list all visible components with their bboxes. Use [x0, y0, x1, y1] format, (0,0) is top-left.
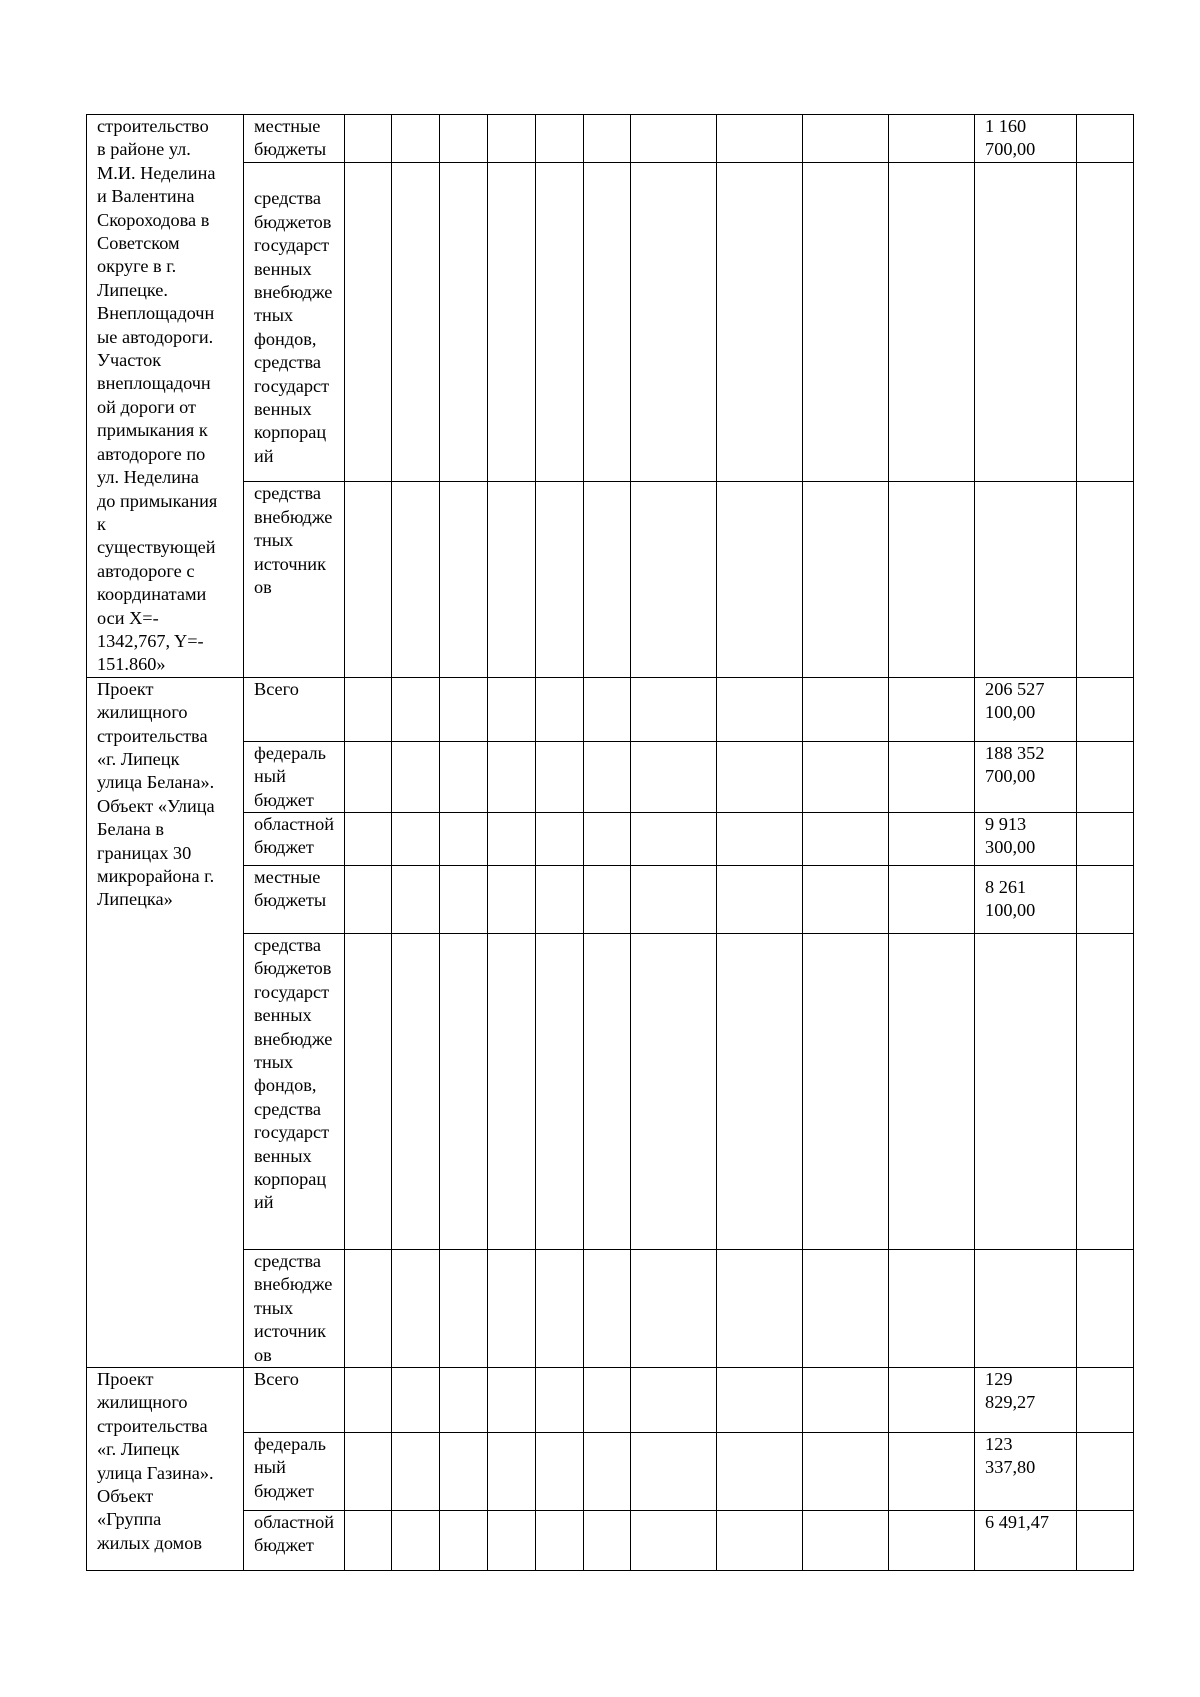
total-amount: 206 527 100,00 [985, 678, 1045, 723]
total-amount: 129 829,27 [985, 1369, 1036, 1413]
object-name: Проект жилищного строительства «г. Липецк улица Белана». Объект «Улица Белана в границах 30 микрорайона г. Липецка» [97, 678, 215, 910]
table-row [87, 163, 1134, 482]
funding-source: средства внебюдже тных источник ов [254, 483, 333, 598]
total-cell [975, 812, 1077, 865]
total-amount: 9 913 300,00 [985, 813, 1036, 858]
funding-source: областной бюджет [254, 1512, 335, 1556]
source-cell [244, 1511, 345, 1571]
object-name: Проект жилищного строительства «г. Липецк улица Газина». Объект «Группа жилых домов [97, 1369, 214, 1553]
source-cell [244, 677, 345, 741]
table-row [87, 865, 1134, 933]
total-cell [975, 115, 1077, 163]
total-amount: 1 160 700,00 [985, 116, 1036, 160]
source-cell [244, 482, 345, 677]
source-cell [244, 812, 345, 865]
total-cell [975, 163, 1077, 482]
total-cell [975, 1249, 1077, 1367]
funding-source: Всего [254, 678, 299, 699]
total-cell [975, 1511, 1077, 1571]
object-cell [87, 677, 244, 1367]
funding-source: федераль ный бюджет [254, 1434, 327, 1501]
table-row [87, 482, 1134, 677]
table-row [87, 115, 1134, 163]
total-cell [975, 1433, 1077, 1511]
total-cell [975, 482, 1077, 677]
object-name: строительство в районе ул. М.И. Неделина и Валентина Скороходова в Советском округе в г. Липецке. Внеплощадочн ые автодороги. Участок внеплощадочн ой дороги от примыкания к автодороге по ул. Неделина до примыкания к существующей автодороге с координатами оси X=- 1342,767, Y=- 151.860» [97, 116, 218, 675]
object-cell [87, 1368, 244, 1571]
source-cell [244, 1368, 345, 1433]
funding-source: местные бюджеты [254, 116, 327, 160]
source-cell [244, 933, 345, 1249]
table-row [87, 812, 1134, 865]
total-amount: 123 337,80 [985, 1434, 1036, 1478]
total-cell [975, 933, 1077, 1249]
source-cell [244, 741, 345, 812]
funding-source: местные бюджеты [254, 866, 327, 911]
funding-source: федераль ный бюджет [254, 742, 327, 810]
funding-table [86, 114, 1134, 1571]
table-row [87, 1368, 1134, 1433]
table-row [87, 1511, 1134, 1571]
source-cell [244, 1433, 345, 1511]
total-amount: 188 352 700,00 [985, 742, 1045, 787]
table-row [87, 741, 1134, 812]
funding-source: областной бюджет [254, 813, 335, 858]
table-row [87, 1433, 1134, 1511]
object-cell [87, 115, 244, 678]
funding-source: средства бюджетов государст венных внебюдже тных фондов, средства государст венных корпорац ий [254, 934, 333, 1213]
total-cell [975, 741, 1077, 812]
funding-source: Всего [254, 1369, 299, 1389]
table-row [87, 933, 1134, 1249]
funding-source: средства внебюдже тных источник ов [254, 1250, 333, 1365]
source-cell [244, 115, 345, 163]
total-amount: 8 261 100,00 [985, 876, 1036, 921]
total-cell [975, 677, 1077, 741]
table-row [87, 1249, 1134, 1367]
source-cell [244, 1249, 345, 1367]
total-amount: 6 491,47 [985, 1512, 1050, 1532]
total-cell [975, 1368, 1077, 1433]
source-cell [244, 865, 345, 933]
funding-source: средства бюджетов государст венных внебюдже тных фондов, средства государст венных корпорац ий [254, 188, 333, 466]
source-cell [244, 163, 345, 482]
total-cell [975, 865, 1077, 933]
table-row [87, 677, 1134, 741]
